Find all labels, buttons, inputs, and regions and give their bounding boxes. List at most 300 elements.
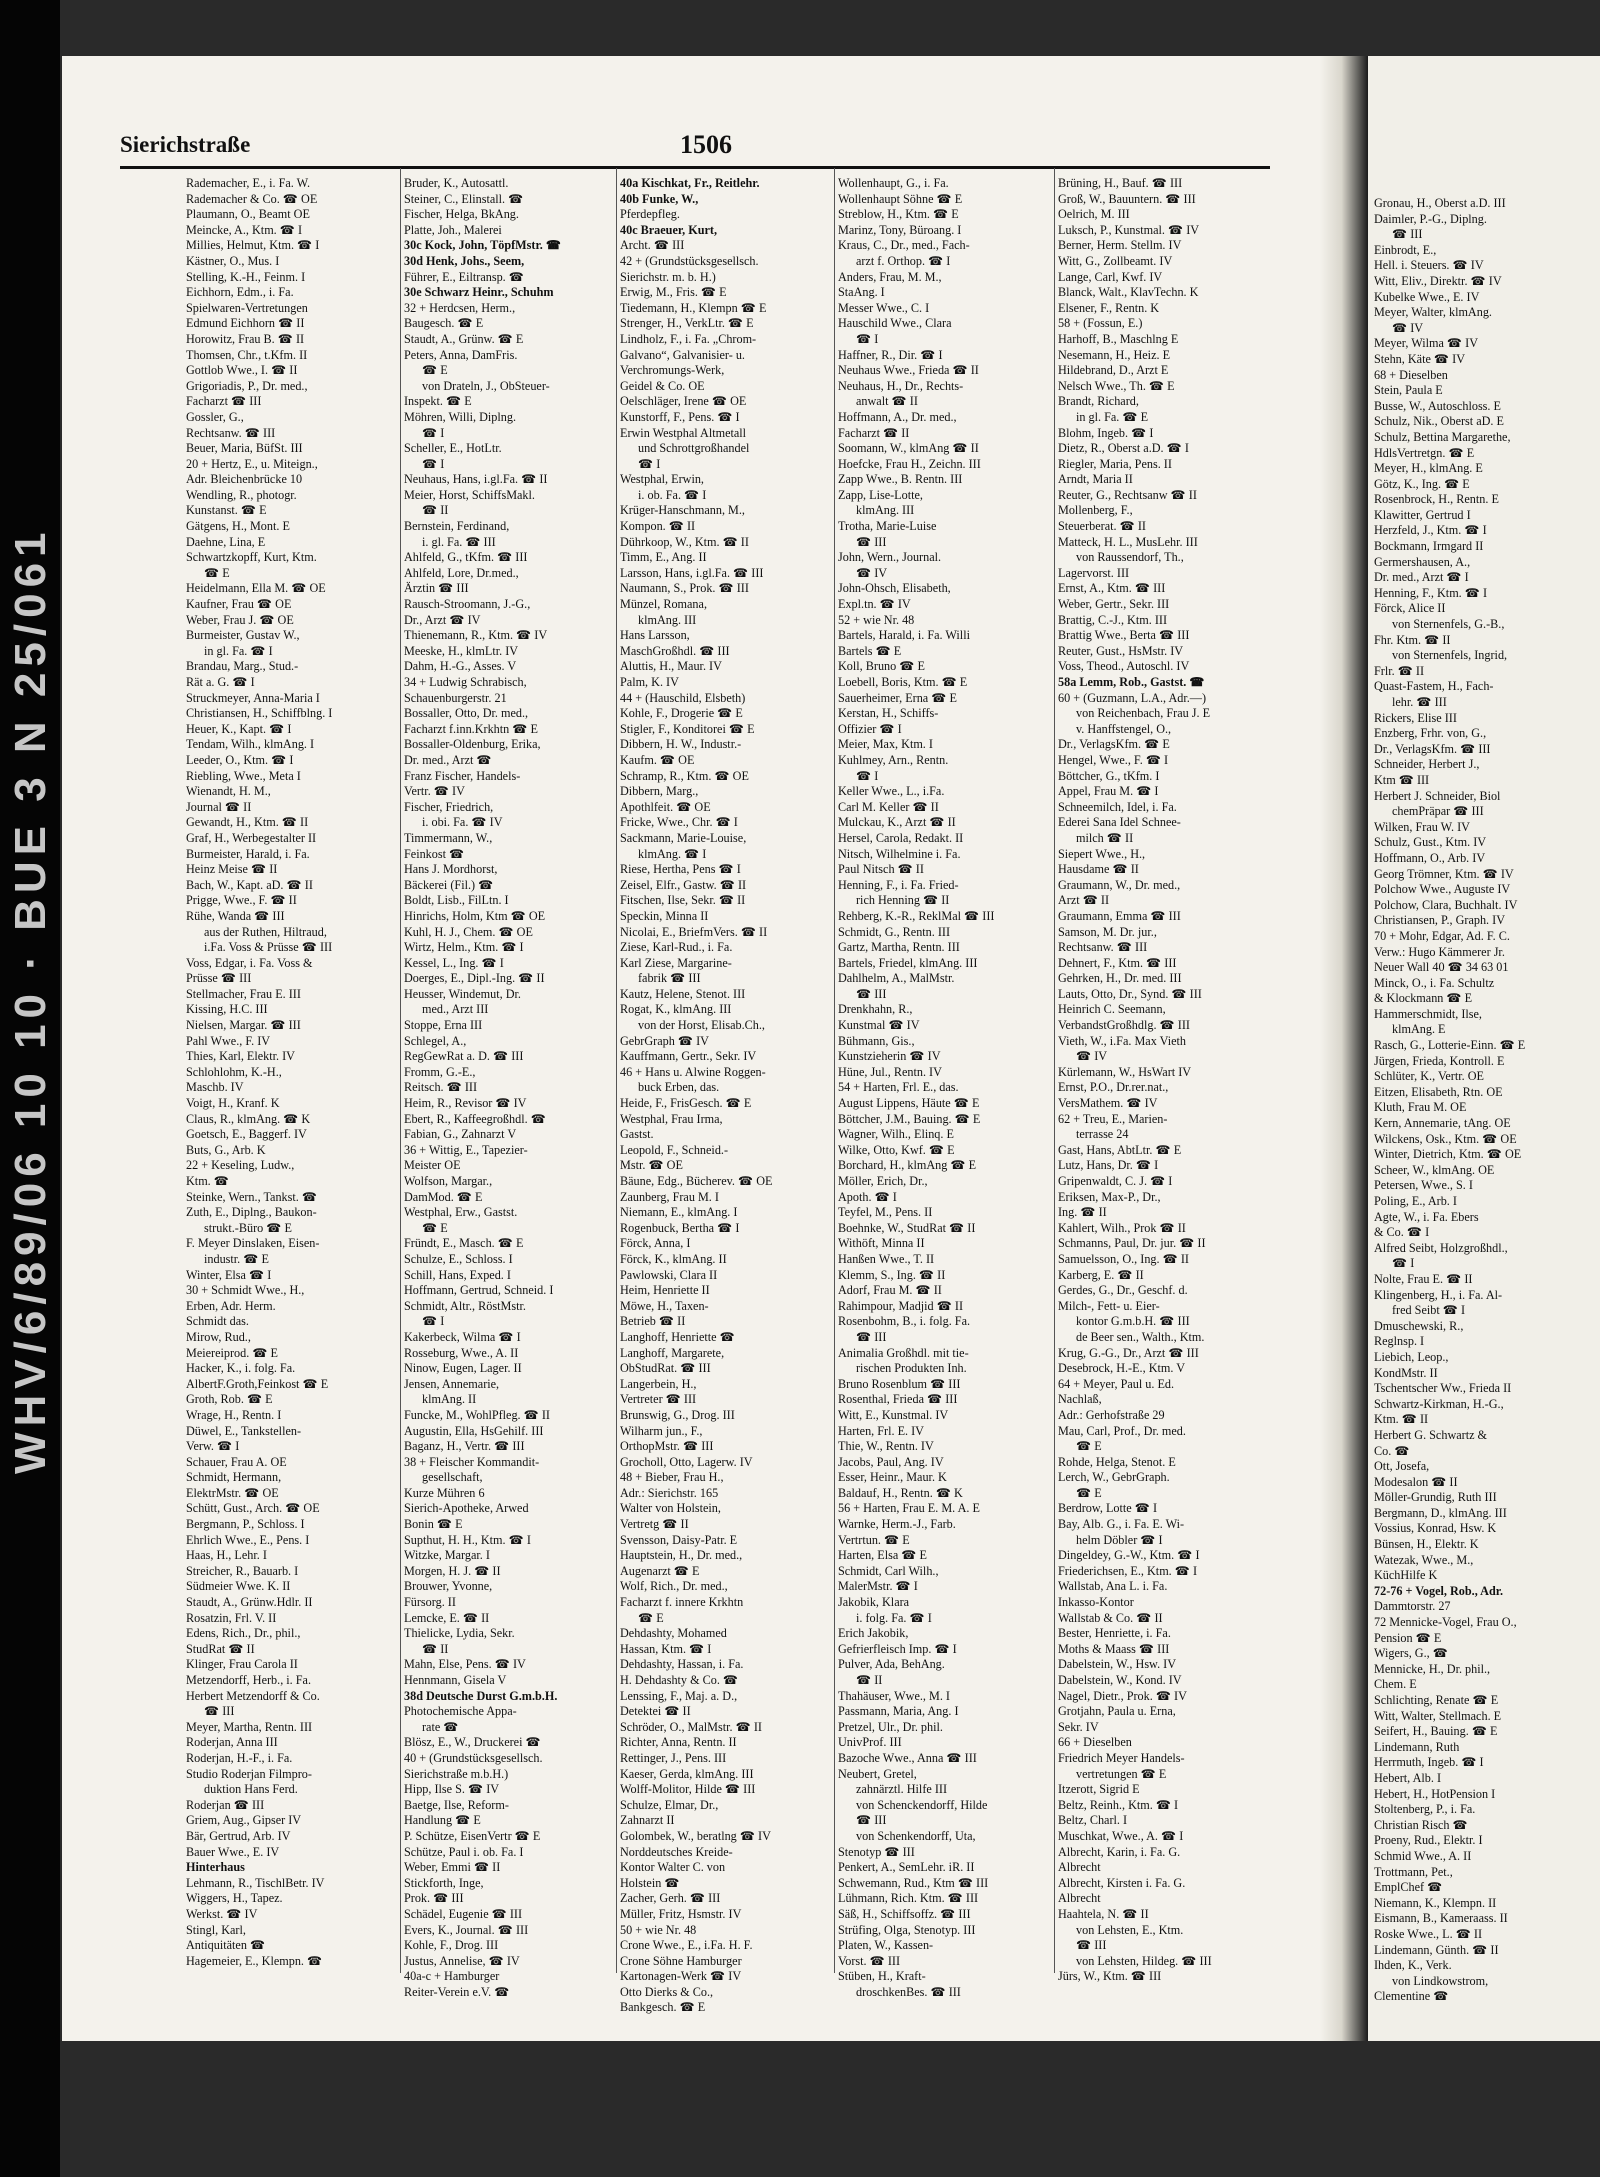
directory-entry: Schmanns, Paul, Dr. jur. ☎ II bbox=[1058, 1236, 1206, 1251]
directory-entry: Nolte, Frau E. ☎ II bbox=[1374, 1271, 1473, 1286]
directory-entry: ☎ I bbox=[856, 768, 879, 783]
directory-entry: Trottmann, Pet., bbox=[1374, 1864, 1453, 1879]
directory-entry: Wienandt, H. M., bbox=[186, 784, 271, 799]
directory-entry: Hacker, K., i. folg. Fa. bbox=[186, 1361, 296, 1376]
directory-entry: Stingl, Karl, bbox=[186, 1922, 246, 1937]
directory-entry: Arzt ☎ II bbox=[1058, 893, 1110, 908]
directory-entry: Bester, Henriette, i. Fa. bbox=[1058, 1626, 1171, 1641]
directory-entry: Vieth, W., i.Fa. Max Vieth bbox=[1058, 1033, 1186, 1048]
directory-entry: Ahlfeld, Lore, Dr.med., bbox=[404, 565, 519, 580]
directory-entry: Hans Larsson, bbox=[620, 628, 690, 643]
directory-entry: Millies, Helmut, Ktm. ☎ I bbox=[186, 238, 320, 253]
directory-entry: Handlung ☎ E bbox=[404, 1813, 481, 1828]
directory-entry: Riegler, Maria, Pens. II bbox=[1058, 456, 1172, 471]
directory-entry: zahnärztl. Hilfe III bbox=[856, 1782, 948, 1797]
directory-entry: 66 + Dieselben bbox=[1058, 1735, 1132, 1750]
directory-entry: Apoth. ☎ I bbox=[838, 1189, 897, 1204]
directory-entry: Augenarzt ☎ E bbox=[620, 1563, 700, 1578]
directory-entry: 22 + Keseling, Ludw., bbox=[186, 1158, 295, 1173]
directory-entry: Schmidt, G., Rentn. III bbox=[838, 924, 951, 939]
directory-entry: Fischer, Friedrich, bbox=[404, 799, 494, 814]
directory-entry: Nachlaß, bbox=[1058, 1392, 1102, 1407]
directory-entry: Elsener, F., Rentn. K bbox=[1058, 300, 1160, 315]
directory-entry: Lenssing, F., Maj. a. D., bbox=[620, 1688, 738, 1703]
directory-entry: von Reichenbach, Frau J. E bbox=[1076, 706, 1211, 721]
directory-entry: Hassan, Ktm. ☎ I bbox=[620, 1641, 712, 1656]
directory-entry: Klawitter, Gertrud I bbox=[1374, 507, 1471, 522]
directory-entry: Kauffmann, Gertr., Sekr. IV bbox=[620, 1049, 757, 1064]
directory-entry: Förck, Anna, I bbox=[620, 1236, 691, 1251]
directory-entry: Strenger, H., VerkLtr. ☎ E bbox=[620, 316, 754, 331]
directory-entry: Ahlfeld, G., tKfm. ☎ III bbox=[404, 550, 528, 565]
directory-entry: Brattig, C.-J., Ktm. III bbox=[1058, 612, 1167, 627]
directory-entry: 48 + Bieber, Frau H., bbox=[620, 1470, 724, 1485]
directory-entry: Expl.tn. ☎ IV bbox=[838, 597, 911, 612]
directory-entry: ☎ II bbox=[422, 1641, 449, 1656]
directory-entry: Meeske, H., klmLtr. IV bbox=[404, 643, 519, 658]
directory-entry: 30c Kock, John, TöpfMstr. ☎ bbox=[404, 238, 562, 253]
directory-entry: Messer Wwe., C. I bbox=[838, 300, 930, 315]
directory-entry: Schmid Wwe., A. II bbox=[1374, 1848, 1472, 1863]
directory-entry: Fründt, E., Masch. ☎ E bbox=[404, 1236, 524, 1251]
directory-entry: Weber, Gertr., Sekr. III bbox=[1058, 597, 1170, 612]
directory-entry: Erich Jakobik, bbox=[838, 1626, 909, 1641]
directory-entry: Co. ☎ bbox=[1374, 1443, 1410, 1458]
directory-entry: Dehdashty, Hassan, i. Fa. bbox=[620, 1657, 744, 1672]
directory-entry: Lindemann, Ruth bbox=[1374, 1739, 1460, 1754]
directory-entry: OrthopMstr. ☎ III bbox=[620, 1439, 714, 1454]
directory-entry: terrasse 24 bbox=[1076, 1127, 1129, 1142]
directory-entry: Sierichstr. m. b. H.) bbox=[620, 269, 716, 284]
directory-entry: 40a-c + Hamburger bbox=[404, 1969, 500, 1984]
directory-entry: Hanßen Wwe., T. II bbox=[838, 1251, 935, 1266]
directory-entry: Stoppe, Erna III bbox=[404, 1018, 483, 1033]
directory-entry: Augustin, Ella, HsGehilf. III bbox=[404, 1423, 544, 1438]
directory-entry: Bonin ☎ E bbox=[404, 1517, 463, 1532]
directory-entry: 52 + wie Nr. 48 bbox=[838, 612, 915, 627]
directory-entry: Zacher, Gerh. ☎ III bbox=[620, 1891, 721, 1906]
directory-entry: ☎ E bbox=[1076, 1439, 1102, 1454]
directory-entry: Vertreter ☎ III bbox=[620, 1392, 697, 1407]
directory-column-4 bbox=[838, 176, 1052, 2000]
directory-entry: Stellmacher, Frau E. III bbox=[186, 986, 301, 1001]
column-divider bbox=[400, 168, 401, 1973]
directory-entry: Schauenburgerstr. 21 bbox=[404, 690, 507, 705]
directory-entry: i. ob. Fa. ☎ I bbox=[638, 487, 707, 502]
directory-entry: Boehnke, W., StudRat ☎ II bbox=[838, 1220, 976, 1235]
directory-column-2 bbox=[404, 176, 614, 2000]
directory-entry: GebrGraph ☎ IV bbox=[620, 1033, 709, 1048]
directory-entry: Kuhlmey, Arn., Rentn. bbox=[838, 752, 949, 767]
directory-entry: Jürs, W., Ktm. ☎ III bbox=[1058, 1969, 1162, 1984]
directory-entry: Wollenhaupt, G., i. Fa. bbox=[838, 176, 949, 190]
directory-entry: gesellschaft, bbox=[422, 1470, 483, 1485]
directory-entry: Itzerott, Sigrid E bbox=[1058, 1782, 1140, 1797]
page-header bbox=[120, 130, 1270, 170]
directory-entry: 72 Mennicke-Vogel, Frau O., bbox=[1374, 1615, 1517, 1630]
directory-entry: Voigt, H., Kranf. K bbox=[186, 1096, 280, 1111]
directory-entry: Lagervorst. III bbox=[1058, 565, 1130, 580]
directory-entry: Roderjan ☎ III bbox=[186, 1797, 265, 1812]
directory-entry: Wilke, Otto, Kwf. ☎ E bbox=[838, 1142, 955, 1157]
directory-entry: klmAng. ☎ I bbox=[638, 846, 707, 861]
directory-entry: Heinrich C. Seemann, bbox=[1058, 1002, 1166, 1017]
directory-entry: Südmeier Wwe. K. II bbox=[186, 1579, 291, 1594]
directory-entry: 34 + Ludwig Schrabisch, bbox=[404, 675, 527, 689]
directory-entry: Borchard, H., klmAng ☎ E bbox=[838, 1158, 977, 1173]
directory-entry: Rickers, Elise III bbox=[1374, 710, 1457, 725]
directory-entry: Leopold, F., Schneid.- bbox=[620, 1142, 729, 1157]
directory-entry: Seifert, H., Bauing. ☎ E bbox=[1374, 1724, 1498, 1739]
directory-entry: Goetsch, E., Baggerf. IV bbox=[186, 1127, 307, 1142]
directory-entry: Norddeutsches Kreide- bbox=[620, 1844, 733, 1859]
directory-entry: Brunswig, G., Drog. III bbox=[620, 1407, 735, 1422]
directory-entry: buck Erben, das. bbox=[638, 1080, 720, 1095]
directory-entry: von Lehsten, E., Ktm. bbox=[1076, 1922, 1184, 1937]
directory-entry: Meyer, Wilma ☎ IV bbox=[1374, 336, 1479, 351]
directory-entry: 40 + (Grundstücksgesellsch. bbox=[404, 1750, 543, 1765]
directory-entry: ☎ II bbox=[856, 1673, 883, 1687]
directory-entry: Muschkat, Wwe., A. ☎ I bbox=[1058, 1828, 1184, 1843]
directory-entry: Mennicke, H., Dr. phil., bbox=[1374, 1661, 1491, 1676]
directory-entry: Meyer, Martha, Rentn. III bbox=[186, 1719, 313, 1734]
directory-entry: 40c Braeuer, Kurt, bbox=[620, 222, 718, 237]
directory-entry: Liebich, Leop., bbox=[1374, 1349, 1449, 1364]
directory-entry: Thie, W., Rentn. IV bbox=[838, 1439, 934, 1454]
directory-entry: Stenotyp ☎ III bbox=[838, 1844, 915, 1859]
directory-entry: Schulz, Nik., Oberst aD. E bbox=[1374, 414, 1504, 429]
directory-entry: 46 + Hans u. Alwine Roggen- bbox=[620, 1064, 766, 1079]
directory-entry: Nelsch Wwe., Th. ☎ E bbox=[1058, 378, 1175, 393]
book-gutter bbox=[1320, 56, 1368, 2041]
directory-entry: Rosenbrock, H., Rentn. E bbox=[1374, 492, 1499, 507]
directory-entry: Gerdes, G., Dr., Geschf. d. bbox=[1058, 1283, 1188, 1298]
directory-entry: ☎ I bbox=[422, 456, 445, 471]
directory-entry: Wiggers, H., Tapez. bbox=[186, 1891, 283, 1906]
directory-entry: Paul Nitsch ☎ II bbox=[838, 862, 924, 877]
directory-entry: Wollenhaupt Söhne ☎ E bbox=[838, 191, 963, 206]
directory-entry: Bergmann, D., klmAng. III bbox=[1374, 1505, 1507, 1520]
directory-entry: Dabelstein, W., Hsw. IV bbox=[1058, 1657, 1177, 1672]
directory-entry: H. Dehdashty & Co. ☎ bbox=[620, 1673, 739, 1687]
directory-entry: Horowitz, Frau B. ☎ II bbox=[186, 331, 305, 346]
directory-entry: Ernst, P.O., Dr.rer.nat., bbox=[1058, 1080, 1169, 1095]
directory-entry: ☎ I bbox=[422, 425, 445, 440]
directory-entry: 20 + Hertz, E., u. Miteign., bbox=[186, 456, 318, 471]
directory-entry: Griem, Aug., Gipser IV bbox=[186, 1813, 302, 1828]
directory-entry: Svensson, Daisy-Patr. E bbox=[620, 1532, 738, 1547]
directory-entry: Albrecht, Kirsten i. Fa. G. bbox=[1058, 1875, 1186, 1890]
directory-entry: Edmund Eichhorn ☎ II bbox=[186, 316, 305, 331]
directory-entry: Kerstan, H., Schiffs- bbox=[838, 706, 939, 721]
directory-entry: Kurze Mühren 6 bbox=[404, 1485, 485, 1500]
directory-entry: Thielicke, Lydia, Sekr. bbox=[404, 1626, 515, 1641]
directory-entry: von der Horst, Elisab.Ch., bbox=[638, 1018, 765, 1033]
directory-entry: Pension ☎ E bbox=[1374, 1630, 1442, 1645]
directory-entry: Buts, G., Arb. K bbox=[186, 1142, 266, 1157]
directory-entry: Galvano“, Galvanisier- u. bbox=[620, 347, 745, 362]
directory-entry: Kissing, H.C. III bbox=[186, 1002, 268, 1017]
directory-entry: Zeisel, Elfr., Gastw. ☎ II bbox=[620, 877, 747, 892]
directory-entry: ☎ IV bbox=[1076, 1049, 1108, 1064]
directory-entry: Inspekt. ☎ E bbox=[404, 394, 472, 409]
directory-entry: Neuhaus Wwe., Frieda ☎ II bbox=[838, 363, 979, 378]
directory-entry: Kessel, L., Ing. ☎ I bbox=[404, 955, 504, 970]
directory-entry: Baetge, Ilse, Reform- bbox=[404, 1797, 509, 1812]
directory-entry: Schulze, E., Schloss. I bbox=[404, 1251, 513, 1266]
directory-entry: Kohle, F., Drog. III bbox=[404, 1938, 499, 1953]
directory-entry: Agte, W., i. Fa. Ebers bbox=[1374, 1209, 1479, 1224]
directory-entry: Spielwaren-Vertretungen bbox=[186, 300, 308, 315]
directory-entry: Meincke, A., Ktm. ☎ I bbox=[186, 222, 303, 237]
directory-entry: Steuerberat. ☎ II bbox=[1058, 519, 1146, 534]
directory-entry: Meiereiprod. ☎ E bbox=[186, 1345, 279, 1360]
directory-entry: anwalt ☎ II bbox=[856, 394, 918, 409]
directory-entry: Minck, O., i. Fa. Schultz bbox=[1374, 975, 1495, 990]
directory-entry: Schauer, Frau A. OE bbox=[186, 1454, 287, 1469]
directory-entry: Penkert, A., SemLehr. iR. II bbox=[838, 1860, 975, 1875]
directory-entry: Plaumann, O., Beamt OE bbox=[186, 207, 310, 222]
directory-entry: Eitzen, Elisabeth, Rtn. OE bbox=[1374, 1084, 1503, 1099]
directory-entry: i.Fa. Voss & Prüsse ☎ III bbox=[204, 940, 333, 955]
directory-entry: Samson, M. Dr. jur., bbox=[1058, 924, 1157, 939]
directory-entry: Hennmann, Gisela V bbox=[404, 1673, 507, 1687]
directory-entry: Baugesch. ☎ E bbox=[404, 316, 484, 331]
directory-entry: Erwig, M., Fris. ☎ E bbox=[620, 285, 727, 300]
directory-entry: Witt, G., Zollbeamt. IV bbox=[1058, 253, 1173, 268]
directory-entry: Kontor Walter C. von bbox=[620, 1860, 726, 1875]
directory-entry: Stelling, K.-H., Feinm. I bbox=[186, 269, 306, 284]
directory-entry: Dabelstein, W., Kond. IV bbox=[1058, 1673, 1182, 1687]
directory-entry: Nesemann, H., Heiz. E bbox=[1058, 347, 1171, 362]
directory-entry: Führer, E., Eiltransp. ☎ bbox=[404, 269, 524, 284]
directory-entry: Watezak, Wwe., M., bbox=[1374, 1552, 1474, 1567]
directory-entry: Facharzt f. innere Krkhtn bbox=[620, 1595, 744, 1610]
directory-entry: Hüne, Jul., Rentn. IV bbox=[838, 1064, 942, 1079]
directory-entry: Dr., VerlagsKfm. ☎ E bbox=[1058, 737, 1170, 752]
directory-entry: Apothlfeit. ☎ OE bbox=[620, 799, 711, 814]
directory-entry: Stehn, Käte ☎ IV bbox=[1374, 351, 1465, 366]
directory-entry: Wrage, H., Rentn. I bbox=[186, 1407, 282, 1422]
directory-entry: ☎ IV bbox=[1392, 320, 1424, 335]
directory-entry: Hipp, Ilse S. ☎ IV bbox=[404, 1782, 500, 1797]
directory-entry: Gartz, Martha, Rentn. III bbox=[838, 940, 960, 955]
directory-entry: rischen Produkten Inh. bbox=[856, 1361, 967, 1376]
directory-entry: Claus, R., klmAng. ☎ K bbox=[186, 1111, 311, 1126]
directory-entry: Hammerschmidt, Ilse, bbox=[1374, 1006, 1482, 1021]
directory-entry: Albrecht bbox=[1058, 1891, 1101, 1906]
street-heading: Sierichstraße bbox=[120, 132, 251, 157]
directory-entry: Antiquitäten ☎ bbox=[186, 1938, 266, 1953]
directory-entry: Marinz, Tony, Büroang. I bbox=[838, 222, 962, 237]
directory-entry: Böttcher, J.M., Bauing. ☎ E bbox=[838, 1111, 981, 1126]
directory-entry: Steiner, C., Elinstall. ☎ bbox=[404, 191, 524, 206]
directory-entry: Tiedemann, H., Klempn ☎ E bbox=[620, 300, 767, 315]
directory-entry: F. Meyer Dinslaken, Eisen- bbox=[186, 1236, 320, 1251]
directory-entry: Zuth, E., Diplng., Baukon- bbox=[186, 1205, 317, 1220]
directory-entry: Ott, Josefa, bbox=[1374, 1459, 1430, 1474]
directory-entry: Withöft, Minna II bbox=[838, 1236, 925, 1251]
directory-entry: Appel, Frau M. ☎ I bbox=[1058, 784, 1159, 799]
directory-entry: Bockmann, Irmgard II bbox=[1374, 539, 1484, 554]
directory-entry: Archt. ☎ III bbox=[620, 238, 685, 253]
directory-entry: & Klockmann ☎ E bbox=[1374, 991, 1473, 1006]
directory-entry: Gefrierfleisch Imp. ☎ I bbox=[838, 1641, 957, 1656]
directory-entry: Werkst. ☎ IV bbox=[186, 1906, 258, 1921]
edge-stamp-text: WHV/6/89/06 10 10 · BUE 3 N 25/061 bbox=[6, 526, 55, 1474]
directory-entry: Poling, E., Arb. I bbox=[1374, 1194, 1457, 1208]
directory-entry: Oelrich, M. III bbox=[1058, 207, 1130, 222]
directory-entry: Evers, K., Journal. ☎ III bbox=[404, 1922, 529, 1937]
directory-entry: Riebling, Wwe., Meta I bbox=[186, 768, 301, 783]
directory-entry: Lemcke, E. ☎ II bbox=[404, 1610, 490, 1625]
directory-entry: 60 + (Guzmann, L.A., Adr.—) bbox=[1058, 690, 1207, 705]
directory-entry: Hoffmann, Gertrud, Schneid. I bbox=[404, 1283, 554, 1298]
directory-entry: Walter von Holstein, bbox=[620, 1501, 721, 1516]
directory-entry: Facharzt ☎ III bbox=[186, 394, 262, 409]
directory-entry: Kohle, F., Drogerie ☎ E bbox=[620, 706, 743, 721]
directory-entry: Oelschläger, Irene ☎ OE bbox=[620, 394, 747, 409]
directory-entry: Gätgens, H., Mont. E bbox=[186, 519, 290, 534]
directory-entry: Heusser, Windemut, Dr. bbox=[404, 986, 521, 1001]
directory-entry: fabrik ☎ III bbox=[638, 971, 701, 986]
directory-entry: Dr. med., Arzt ☎ I bbox=[1374, 570, 1469, 585]
directory-entry: Niemann, E., klmAng. I bbox=[620, 1205, 738, 1220]
directory-entry: Thomsen, Chr., t.Kfm. II bbox=[186, 347, 308, 362]
directory-entry: Brattig Wwe., Berta ☎ III bbox=[1058, 628, 1190, 643]
directory-entry: Graumann, W., Dr. med., bbox=[1058, 877, 1181, 892]
directory-entry: ☎ E bbox=[422, 363, 448, 378]
directory-column-5 bbox=[1058, 176, 1274, 1985]
directory-entry: Sekr. IV bbox=[1058, 1719, 1099, 1734]
directory-entry: Beuer, Maria, BüfSt. III bbox=[186, 441, 303, 456]
directory-entry: Winter, Elsa ☎ I bbox=[186, 1267, 272, 1282]
directory-entry: Eismann, B., Kameraass. II bbox=[1374, 1911, 1508, 1926]
directory-entry: Ärztin ☎ III bbox=[404, 581, 469, 596]
directory-entry: Anders, Frau, M. M., bbox=[838, 269, 942, 284]
directory-entry: Bossaller-Oldenburg, Erika, bbox=[404, 737, 541, 752]
directory-entry: Fischer, Helga, BkAng. bbox=[404, 207, 519, 222]
directory-entry: Förck, K., klmAng. II bbox=[620, 1251, 727, 1266]
directory-entry: Herrmuth, Ingeb. ☎ I bbox=[1374, 1755, 1484, 1770]
directory-entry: Klinger, Frau Carola II bbox=[186, 1657, 298, 1672]
directory-entry: Jakobik, Klara bbox=[838, 1595, 910, 1610]
directory-entry: Stigler, F., Konditorei ☎ E bbox=[620, 721, 755, 736]
directory-entry: 42 + (Grundstücksgesellsch. bbox=[620, 253, 759, 268]
directory-entry: Wallstab, Ana L. i. Fa. bbox=[1058, 1579, 1168, 1594]
directory-entry: 70 + Mohr, Edgar, Ad. F. C. bbox=[1374, 928, 1510, 943]
directory-entry: Prigge, Wwe., F. ☎ II bbox=[186, 893, 297, 908]
directory-entry: Daehne, Lina, E bbox=[186, 534, 266, 549]
directory-entry: Rohde, Helga, Stenot. E bbox=[1058, 1454, 1176, 1469]
directory-entry: Wirtz, Helm., Ktm. ☎ I bbox=[404, 940, 524, 955]
directory-entry: Journal ☎ II bbox=[186, 799, 252, 814]
directory-entry: Wilharm jun., F., bbox=[620, 1423, 703, 1438]
directory-entry: ObStudRat. ☎ III bbox=[620, 1361, 711, 1376]
directory-entry: aus der Ruthen, Hiltraud, bbox=[204, 924, 327, 939]
directory-entry: Reuter, Gust., HsMstr. IV bbox=[1058, 643, 1184, 658]
directory-entry: Grocholl, Otto, Lagerw. IV bbox=[620, 1454, 753, 1469]
directory-entry: und Schrottgroßhandel bbox=[638, 441, 750, 456]
directory-entry: Wallstab & Co. ☎ II bbox=[1058, 1610, 1163, 1625]
directory-entry: Matteck, H. L., MusLehr. III bbox=[1058, 534, 1198, 549]
directory-entry: Lühmann, Rich. Ktm. ☎ III bbox=[838, 1891, 979, 1906]
directory-entry: Förck, Alice II bbox=[1374, 601, 1446, 616]
directory-entry: Rademacher & Co. ☎ OE bbox=[186, 191, 318, 206]
directory-entry: Witt, Walter, Stellmach. E bbox=[1374, 1708, 1502, 1723]
directory-entry: Groß, W., Bauuntern. ☎ III bbox=[1058, 191, 1196, 206]
directory-entry: Lehmann, R., TischlBetr. IV bbox=[186, 1875, 325, 1890]
directory-entry: Ktm. ☎ bbox=[186, 1174, 229, 1188]
directory-entry: Mahn, Else, Pens. ☎ IV bbox=[404, 1657, 526, 1672]
directory-entry: Blösz, E., W., Druckerei ☎ bbox=[404, 1735, 541, 1750]
directory-entry: Albrecht, Karin, i. Fa. G. bbox=[1058, 1844, 1181, 1859]
directory-entry: Stickforth, Inge, bbox=[404, 1875, 484, 1890]
directory-entry: Gripenwaldt, C. J. ☎ I bbox=[1058, 1174, 1173, 1188]
directory-entry: von Schenckendorff, Hilde bbox=[856, 1797, 988, 1812]
directory-entry: droschkenBes. ☎ III bbox=[856, 1984, 961, 1999]
directory-entry: industr. ☎ E bbox=[204, 1251, 269, 1266]
directory-entry: Lange, Carl, Kwf. IV bbox=[1058, 269, 1163, 284]
directory-entry: Kaeser, Gerda, klmAng. III bbox=[620, 1766, 754, 1781]
directory-entry: ☎ III bbox=[856, 1329, 887, 1344]
directory-entry: Vertretg ☎ II bbox=[620, 1517, 689, 1532]
directory-entry: Verchromungs-Werk, bbox=[620, 363, 725, 378]
directory-entry: Hebert, H., HotPension I bbox=[1374, 1786, 1496, 1801]
directory-entry: Berdrow, Lotte ☎ I bbox=[1058, 1501, 1157, 1516]
directory-entry: Hoefcke, Frau H., Zeichn. III bbox=[838, 456, 981, 471]
directory-entry: Warnke, Herm.-J., Farb. bbox=[838, 1517, 956, 1532]
directory-entry: ☎ I bbox=[638, 456, 661, 471]
directory-entry: Friederichsen, E., Ktm. ☎ I bbox=[1058, 1563, 1198, 1578]
directory-entry: duktion Hans Ferd. bbox=[204, 1782, 298, 1797]
directory-entry: Friedrich Meyer Handels- bbox=[1058, 1750, 1185, 1765]
directory-entry: ☎ III bbox=[856, 986, 887, 1001]
directory-entry: Crone Wwe., E., i.Fa. H. F. bbox=[620, 1938, 753, 1953]
directory-entry: Mstr. ☎ OE bbox=[620, 1158, 683, 1173]
directory-entry: Langerbein, H., bbox=[620, 1376, 697, 1391]
page-number: 1506 bbox=[680, 130, 732, 159]
directory-entry: Prüsse ☎ III bbox=[186, 971, 252, 986]
directory-entry: Dibbern, H. W., Industr.- bbox=[620, 737, 742, 752]
directory-entry: 64 + Meyer, Paul u. Ed. bbox=[1058, 1376, 1175, 1391]
directory-entry: Stüben, H., Kraft- bbox=[838, 1969, 926, 1984]
directory-entry: MaschGroßhdl. ☎ III bbox=[620, 643, 730, 658]
directory-entry: Burmeister, Gustav W., bbox=[186, 628, 300, 643]
directory-column-3 bbox=[620, 176, 832, 2016]
directory-entry: Meyer, Walter, klmAng. bbox=[1374, 305, 1492, 320]
directory-entry: Dmuschewski, R., bbox=[1374, 1318, 1464, 1333]
directory-entry: Peters, Anna, DamFris. bbox=[404, 347, 518, 362]
directory-entry: Herbert J. Schneider, Biol bbox=[1374, 788, 1501, 803]
directory-entry: Streicher, R., Bauarb. I bbox=[186, 1563, 299, 1578]
directory-entry: Ninow, Eugen, Lager. II bbox=[404, 1361, 522, 1376]
directory-entry: Schwartz-Kirkman, H.-G., bbox=[1374, 1396, 1504, 1411]
directory-entry: Schulz, Bettina Margarethe, bbox=[1374, 429, 1511, 444]
directory-entry: Leeder, O., Ktm. ☎ I bbox=[186, 752, 294, 767]
directory-entry: Kahlert, Wilh., Prok ☎ II bbox=[1058, 1220, 1186, 1235]
directory-entry: 38d Deutsche Durst G.m.b.H. bbox=[404, 1688, 558, 1703]
directory-entry: ☎ I bbox=[422, 1314, 445, 1329]
directory-entry: ☎ II bbox=[422, 503, 449, 518]
directory-entry: Meister OE bbox=[404, 1158, 461, 1173]
directory-entry: Larsson, Hans, i.gl.Fa. ☎ III bbox=[620, 565, 764, 580]
directory-entry: Rechtsanw. ☎ III bbox=[1058, 940, 1148, 955]
next-page-column bbox=[1374, 196, 1598, 2005]
directory-entry: Rät a. G. ☎ I bbox=[186, 675, 255, 689]
directory-entry: Scheller, E., HotLtr. bbox=[404, 441, 502, 456]
directory-entry: Loebell, Boris, Ktm. ☎ E bbox=[838, 675, 968, 689]
